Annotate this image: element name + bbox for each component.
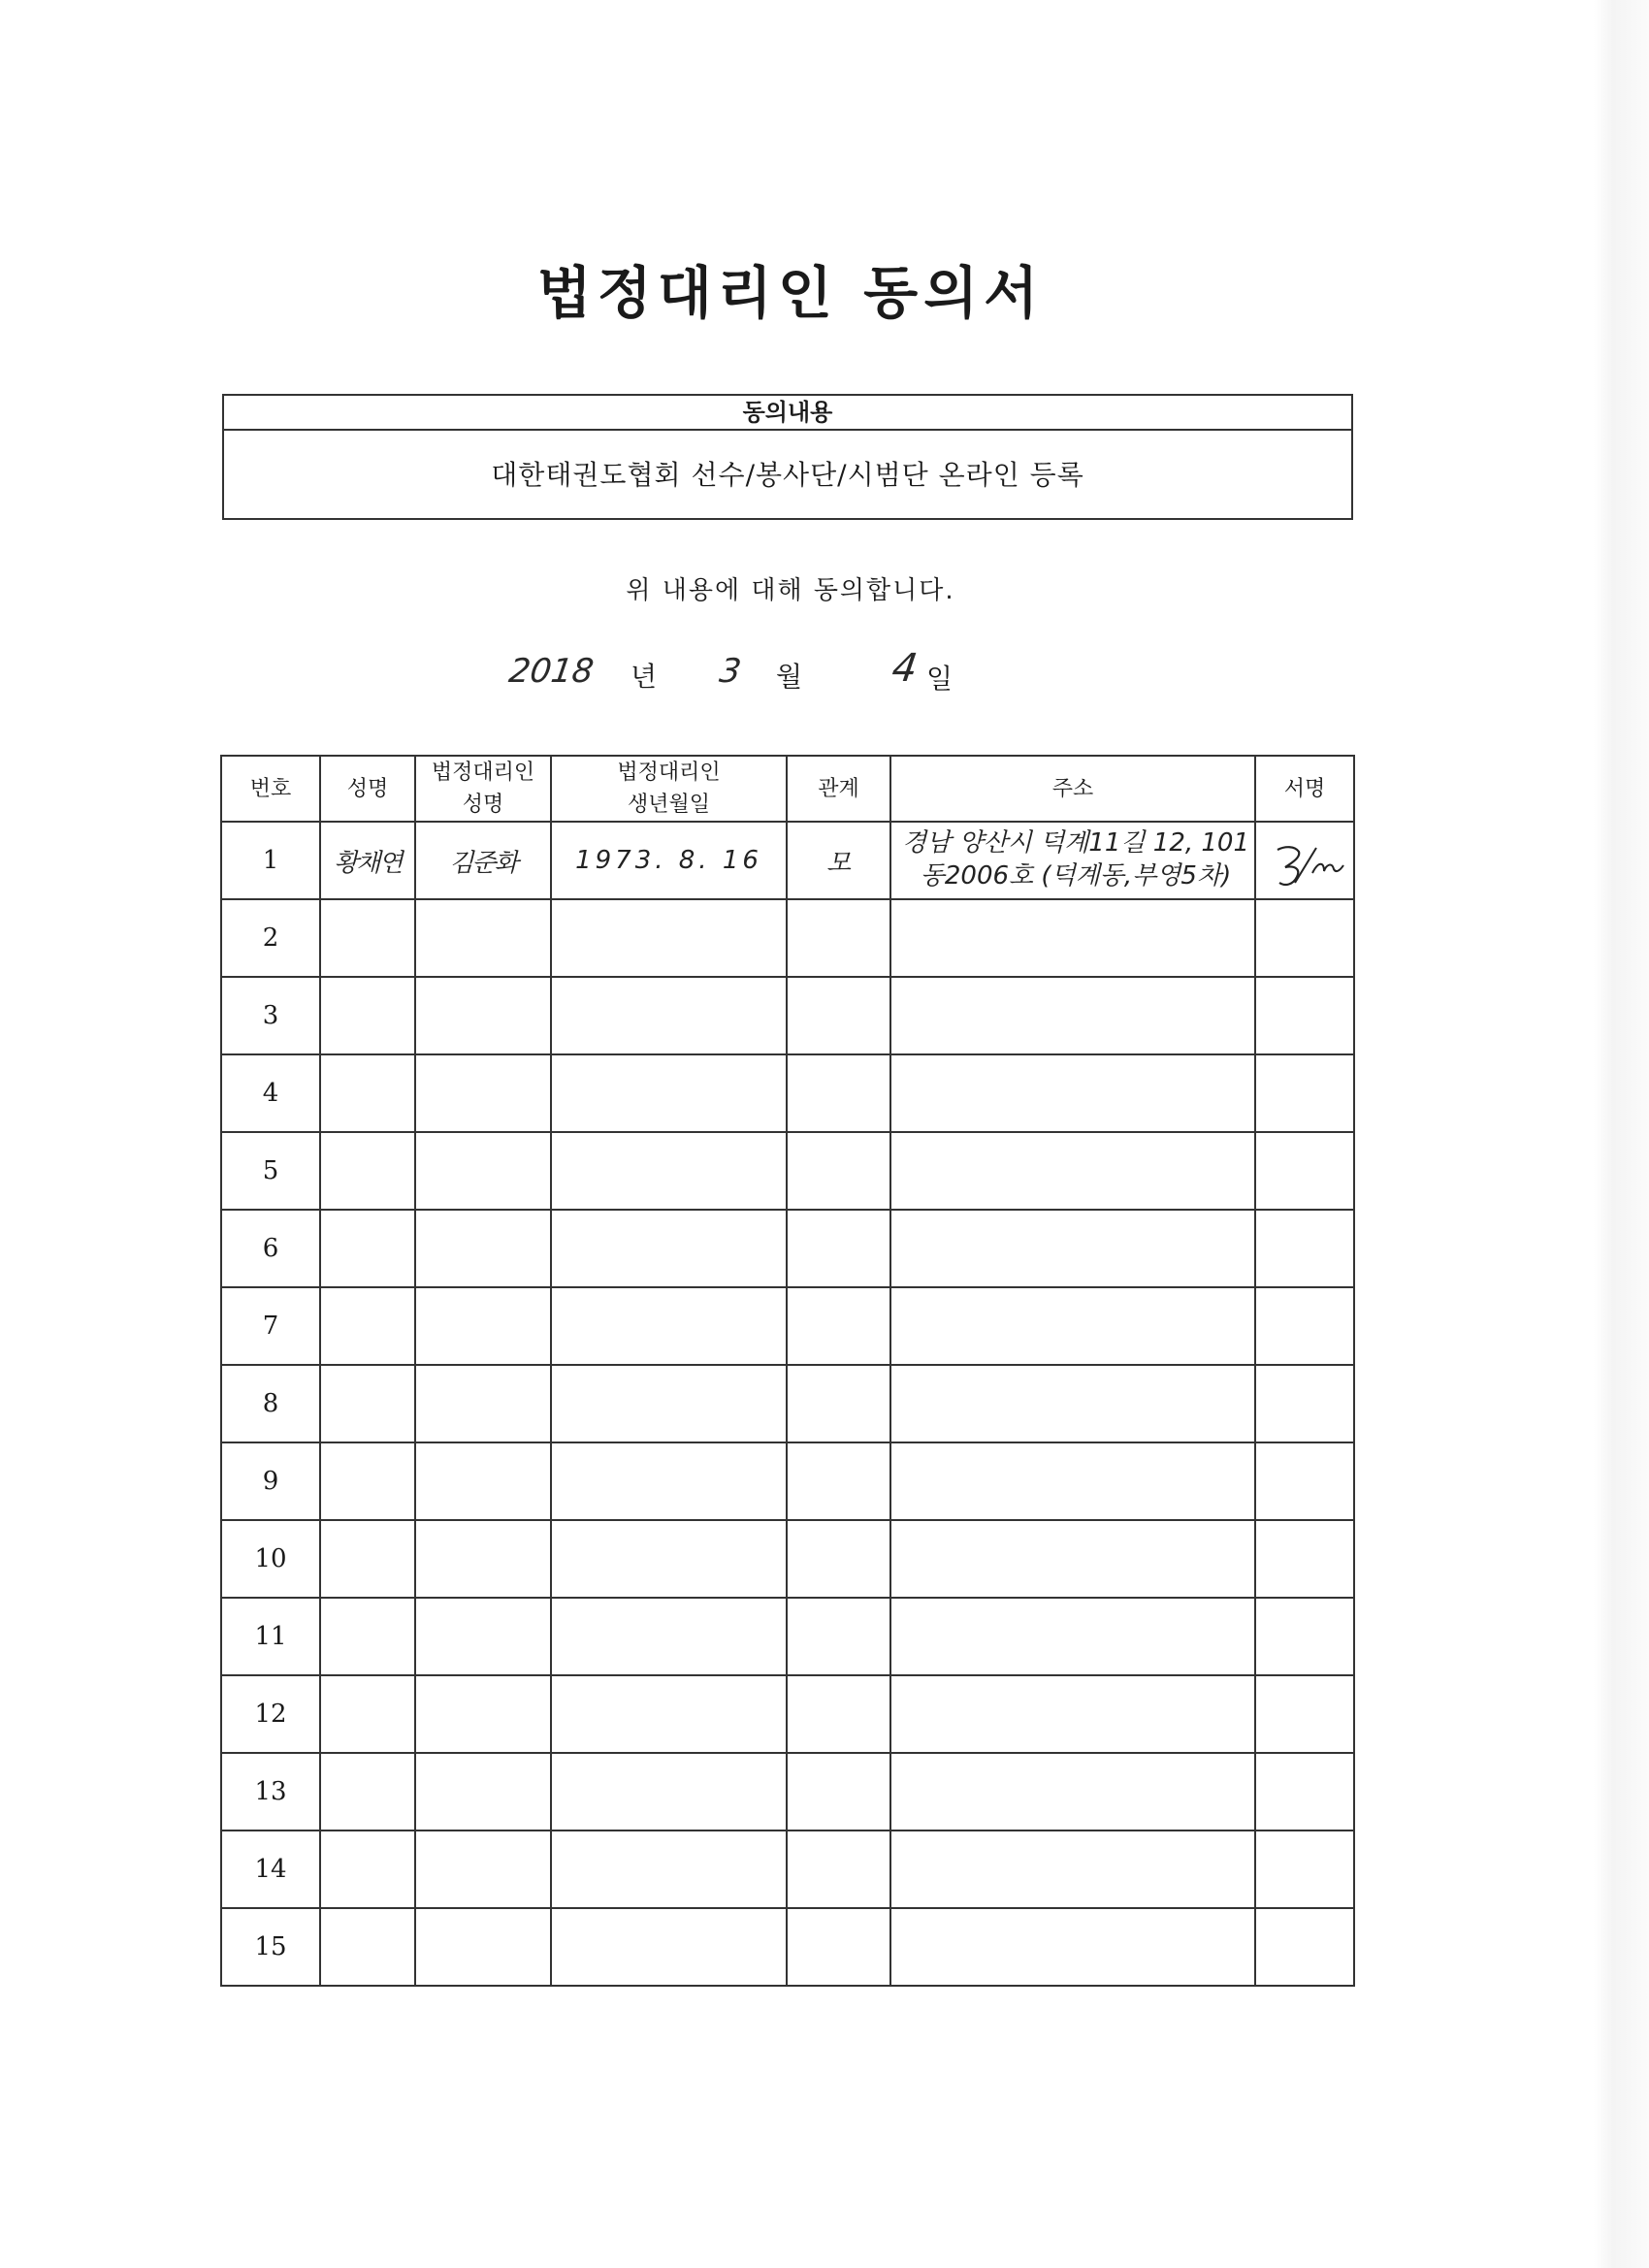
entry-guardian-name	[415, 1054, 551, 1132]
row-number: 5	[221, 1132, 320, 1210]
table-row	[221, 1908, 1354, 1986]
header-relation: 관계	[787, 756, 890, 822]
entry-guardian-birth	[551, 1675, 787, 1753]
entry-address	[890, 977, 1255, 1054]
entry-guardian-name	[415, 1210, 551, 1287]
table-row	[221, 1132, 1354, 1210]
table-row	[221, 1520, 1354, 1598]
entry-name	[320, 977, 415, 1054]
entry-relation: 모	[787, 822, 890, 899]
entry-guardian-birth	[551, 1210, 787, 1287]
row-number: 4	[221, 1054, 320, 1132]
entry-name	[320, 1520, 415, 1598]
entry-address	[890, 1908, 1255, 1986]
handwritten-signature	[1256, 823, 1353, 898]
entry-signature	[1255, 1520, 1354, 1598]
entry-address: 경남 양산시 덕계11길 12, 101동2006호 (덕계동,부영5차)	[890, 822, 1255, 899]
row-number: 15	[221, 1908, 320, 1986]
table-row	[221, 1753, 1354, 1831]
table-row	[221, 1287, 1354, 1365]
entry-name	[320, 1598, 415, 1675]
entry-address	[890, 1054, 1255, 1132]
entry-address	[890, 899, 1255, 977]
entry-address	[890, 1210, 1255, 1287]
entry-address	[890, 1831, 1255, 1908]
entry-address	[890, 1365, 1255, 1442]
entry-signature	[1255, 1753, 1354, 1831]
entry-guardian-name: 김준화	[415, 822, 551, 899]
entry-signature	[1255, 1442, 1354, 1520]
entry-guardian-name	[415, 1132, 551, 1210]
entry-guardian-birth	[551, 977, 787, 1054]
entry-relation	[787, 1287, 890, 1365]
row-number: 7	[221, 1287, 320, 1365]
row-number: 9	[221, 1442, 320, 1520]
date-year: 2018	[506, 652, 597, 691]
row-number: 12	[221, 1675, 320, 1753]
entry-signature	[1255, 1132, 1354, 1210]
entry-name	[320, 1365, 415, 1442]
entry-guardian-name	[415, 1908, 551, 1986]
entry-signature	[1255, 1365, 1354, 1442]
entry-name	[320, 1210, 415, 1287]
entry-guardian-name	[415, 1831, 551, 1908]
entry-address	[890, 1520, 1255, 1598]
entry-relation	[787, 1365, 890, 1442]
entry-relation	[787, 1598, 890, 1675]
entry-guardian-birth	[551, 899, 787, 977]
date-day-unit: 일	[926, 663, 954, 695]
entry-relation	[787, 1831, 890, 1908]
header-name: 성명	[320, 756, 415, 822]
entry-guardian-name	[415, 1520, 551, 1598]
header-guardian-name: 법정대리인 성명	[415, 756, 551, 822]
entry-relation	[787, 1210, 890, 1287]
entry-address	[890, 1132, 1255, 1210]
table-header-row	[221, 756, 1354, 822]
consent-box	[222, 394, 1353, 520]
entry-signature	[1255, 1054, 1354, 1132]
entry-guardian-birth	[551, 1287, 787, 1365]
table-row	[221, 1598, 1354, 1675]
entry-signature	[1255, 1675, 1354, 1753]
row-number: 1	[221, 822, 320, 899]
entry-guardian-birth	[551, 1520, 787, 1598]
header-no: 번호	[221, 756, 320, 822]
entry-guardian-name	[415, 899, 551, 977]
entry-guardian-name	[415, 1598, 551, 1675]
entry-signature	[1255, 977, 1354, 1054]
header-guardian-birth: 법정대리인 생년월일	[551, 756, 787, 822]
entry-name	[320, 1054, 415, 1132]
entry-relation	[787, 1753, 890, 1831]
table-row	[221, 1210, 1354, 1287]
entry-guardian-birth	[551, 1442, 787, 1520]
entry-name: 황채연	[320, 822, 415, 899]
table-row	[221, 977, 1354, 1054]
entry-name	[320, 1132, 415, 1210]
entry-address	[890, 1287, 1255, 1365]
table-row	[221, 1442, 1354, 1520]
entry-relation	[787, 1908, 890, 1986]
row-number: 6	[221, 1210, 320, 1287]
header-address: 주소	[890, 756, 1255, 822]
agree-statement: 위 내용에 대해 동의합니다.	[626, 576, 955, 605]
entry-guardian-birth	[551, 1365, 787, 1442]
entry-name	[320, 899, 415, 977]
table-row	[221, 1054, 1354, 1132]
row-number: 13	[221, 1753, 320, 1831]
entry-signature	[1255, 1831, 1354, 1908]
table-row	[221, 899, 1354, 977]
scan-edge	[1594, 0, 1649, 2268]
entry-relation	[787, 1442, 890, 1520]
entry-guardian-birth	[551, 1753, 787, 1831]
entry-relation	[787, 1520, 890, 1598]
entry-signature	[1255, 1210, 1354, 1287]
entry-name	[320, 1908, 415, 1986]
entry-guardian-birth	[551, 1054, 787, 1132]
entry-relation	[787, 1132, 890, 1210]
entry-name	[320, 1831, 415, 1908]
table-row	[221, 822, 1354, 899]
date-year-unit: 년	[630, 661, 658, 693]
entry-signature	[1255, 1908, 1354, 1986]
entry-guardian-name	[415, 977, 551, 1054]
table-row	[221, 1675, 1354, 1753]
entry-signature	[1255, 1287, 1354, 1365]
entry-guardian-birth	[551, 1132, 787, 1210]
entry-address	[890, 1598, 1255, 1675]
consent-text: 대한태권도협회 선수/봉사단/시범단 온라인 등록	[491, 459, 1084, 491]
row-number: 3	[221, 977, 320, 1054]
entry-guardian-name	[415, 1365, 551, 1442]
table-row	[221, 1831, 1354, 1908]
row-number: 14	[221, 1831, 320, 1908]
entry-guardian-name	[415, 1287, 551, 1365]
entry-signature	[1255, 1598, 1354, 1675]
entry-name	[320, 1675, 415, 1753]
entry-guardian-name	[415, 1442, 551, 1520]
document-title: 법정대리인 동의서	[536, 260, 1045, 326]
registration-table	[220, 755, 1355, 1987]
entry-relation	[787, 1675, 890, 1753]
entry-relation	[787, 899, 890, 977]
row-number: 10	[221, 1520, 320, 1598]
table-row	[221, 1365, 1354, 1442]
entry-name	[320, 1442, 415, 1520]
entry-name	[320, 1753, 415, 1831]
entry-address	[890, 1675, 1255, 1753]
entry-address	[890, 1442, 1255, 1520]
entry-address	[890, 1753, 1255, 1831]
entry-signature	[1255, 899, 1354, 977]
entry-guardian-birth: 1973. 8. 16	[551, 822, 787, 899]
entry-relation	[787, 977, 890, 1054]
date-month-unit: 월	[776, 661, 803, 693]
entry-guardian-birth	[551, 1598, 787, 1675]
row-number: 2	[221, 899, 320, 977]
entry-guardian-name	[415, 1753, 551, 1831]
header-signature: 서명	[1255, 756, 1354, 822]
row-number: 11	[221, 1598, 320, 1675]
row-number: 8	[221, 1365, 320, 1442]
entry-name	[320, 1287, 415, 1365]
entry-guardian-birth	[551, 1908, 787, 1986]
entry-signature	[1255, 822, 1354, 899]
entry-guardian-birth	[551, 1831, 787, 1908]
consent-header: 동의내용	[224, 396, 1351, 431]
date-day: 4	[889, 646, 921, 691]
date-month: 3	[717, 652, 744, 691]
entry-relation	[787, 1054, 890, 1132]
entry-guardian-name	[415, 1675, 551, 1753]
